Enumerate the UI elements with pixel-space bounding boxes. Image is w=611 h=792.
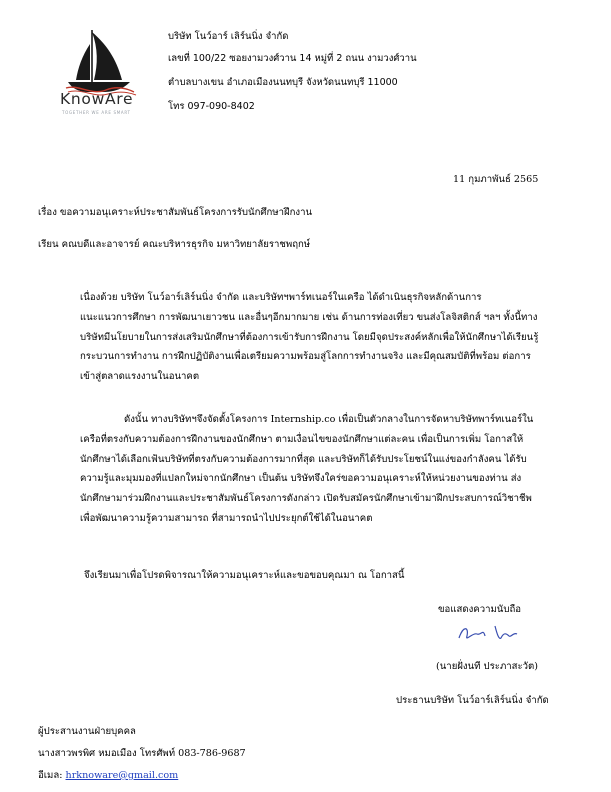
closing-salutation: ขอแสดงความนับถือ [438, 604, 522, 615]
signer-name: (นายฝั่งนที ประภาสะวัต) [436, 661, 539, 672]
email-label: อีเมล: [38, 770, 66, 781]
email-link[interactable]: hrknoware@gmail.com [65, 770, 179, 781]
brand-tagline: TOGETHER WE ARE SMART [62, 110, 131, 115]
paragraph-line: ดังนั้น ทางบริษัทฯจึงจัดตั้งโครงการ Internship.co เพื่อเป็นตัวกลางในการจัดหาบริษัทพาร์ทเนอร์ใน [124, 414, 534, 425]
signer-title: ประธานบริษัท โนว์อาร์เลิร์นนิ่ง จำกัด [396, 695, 549, 706]
letter-paragraph-1 [80, 288, 580, 387]
letter-paragraph-2 [80, 410, 580, 529]
paragraph-line: นักศึกษามาร่วมฝึกงานและประชาสัมพันธ์โครงการดังกล่าว เปิดรับสมัครนักศึกษาเข้ามาฝึกประสบการณ์วิชาชีพ [80, 493, 532, 505]
paragraph-line: เข้าสู่ตลาดแรงงานในอนาคต [80, 371, 200, 383]
letter-date: 11 กุมภาพันธ์ 2565 [453, 174, 539, 185]
brand-name: KnowAre [60, 90, 134, 108]
letter-recipient: เรียน คณบดีและอาจารย์ คณะบริหารธุรกิจ มหาวิทยาลัยราชพฤกษ์ [38, 239, 311, 250]
paragraph-line: แนะแนวการศึกษา การพัฒนาเยาวชน และอื่นๆอีกมากมาย เช่น ด้านการท่องเที่ยว ขนส่งโลจิสติกส์ ฯลฯ ทั้งนี้ทาง [80, 311, 538, 323]
paragraph-line: เนื่องด้วย บริษัท โนว์อาร์เลิร์นนิ่ง จำกัด และบริษัทฯพาร์ทเนอร์ในเครือ ได้ดำเนินธุรกิจหลักด้านการ [80, 292, 482, 303]
contact-label: ผู้ประสานงานฝ่ายบุคคล [38, 726, 136, 737]
contact-person: นางสาวพรพิศ หมอเมือง โทรศัพท์ 083-786-9687 [38, 748, 246, 759]
paragraph-line: เพื่อพัฒนาความรู้ความสามารถ ที่สามารถนำไปประยุกต์ใช้ได้ในอนาคต [80, 512, 373, 524]
letter-subject: เรื่อง ขอความอนุเคราะห์ประชาสัมพันธ์โครงการรับนักศึกษาฝึกงาน [38, 207, 313, 218]
paragraph-line: บริษัทมีนโยบายในการส่งเสริมนักศึกษาที่ต้องการเข้ารับการฝึกงาน โดยมีจุดประสงค์หลักเพื่อให้นักศึกษาได้เรียนรู้ [80, 331, 539, 343]
paragraph-line: ความรู้และมุมมองที่แปลกใหม่จากนักศึกษา เป็นต้น บริษัทจึงใคร่ขอความอนุเคราะห์ให้หน่วยงานของท่าน ส่ง [80, 473, 522, 485]
paragraph-line: นักศึกษาได้เลือกเฟ้นบริษัทที่ตรงกับความต้องการมากที่สุด และบริษัทก็ได้รับประโยชน์ในแง่ของกำลังคน ได้รับ [80, 453, 527, 465]
handwritten-signature [455, 622, 525, 644]
company-phone: โทร 097-090-8402 [168, 101, 255, 112]
paragraph-line: กระบวนการทำงาน การฝึกปฏิบัติงานเพื่อเตรียมความพร้อมสู่โลกการทำงานจริง และมีคุณสมบัติที่พร้อม ต่อการ [80, 351, 531, 363]
closing-request: จึงเรียนมาเพื่อโปรดพิจารณาให้ความอนุเคราะห์และขอขอบคุณมา ณ โอกาสนี้ [84, 570, 405, 581]
contact-email-line [38, 768, 178, 783]
company-name: บริษัท โนว์อาร์ เลิร์นนิ่ง จำกัด [168, 31, 289, 42]
paragraph-line: เครือที่ตรงกับความต้องการฝึกงานของนักศึกษา ตามเงื่อนไขของนักศึกษาแต่ละคน เพื่อเป็นการเพิ่ม โอกาสให้ [80, 433, 524, 445]
company-address-line1: เลขที่ 100/22 ซอยงามวงศ์วาน 14 หมู่ที่ 2 ถนน งามวงศ์วาน [168, 53, 417, 64]
company-address-line2: ตำบลบางเขน อำเภอเมืองนนทบุรี จังหวัดนนทบุรี 11000 [168, 77, 398, 88]
